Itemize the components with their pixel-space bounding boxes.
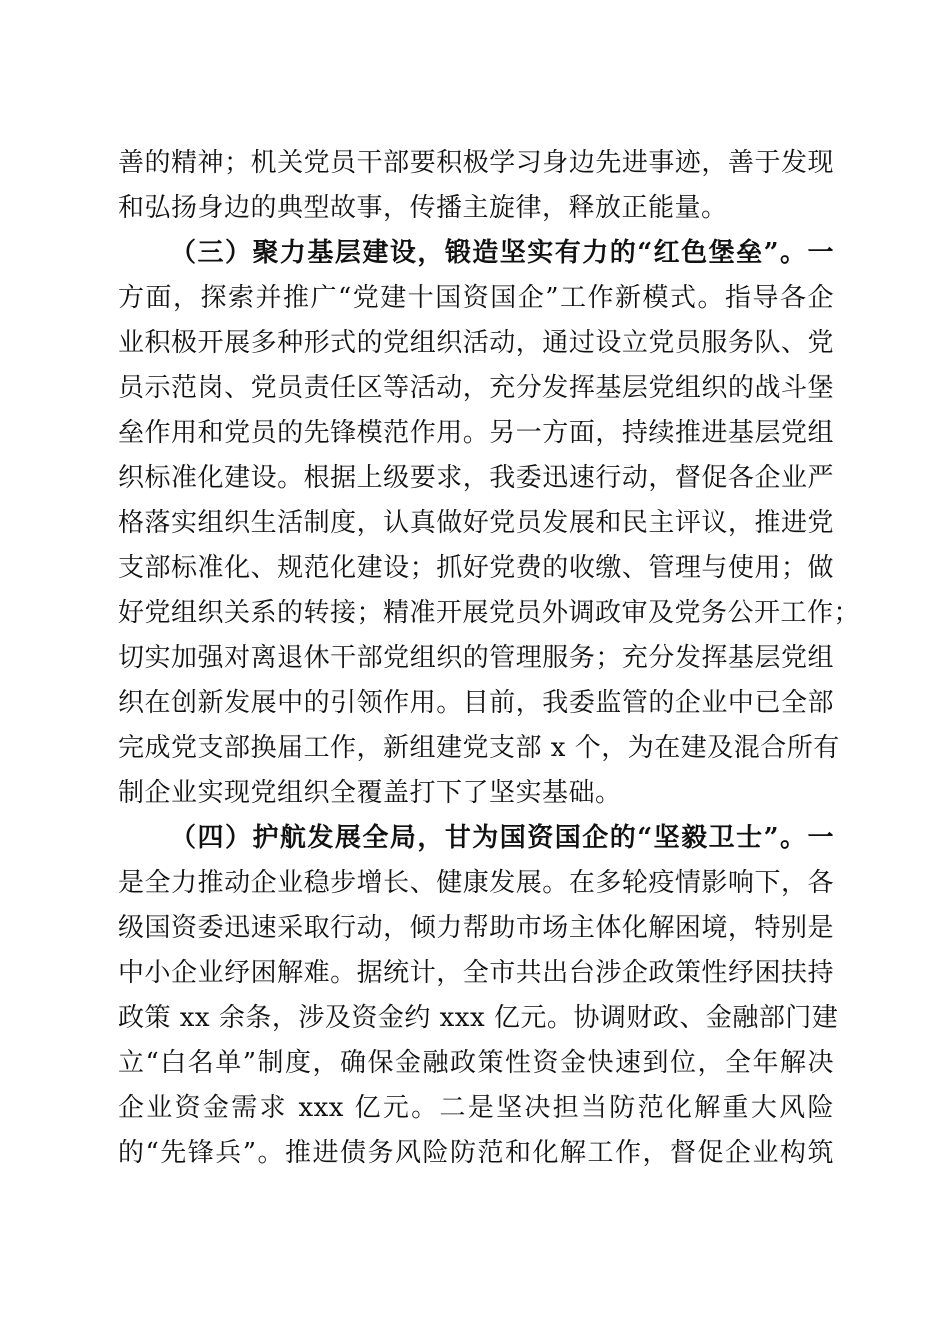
paragraph-line: 格落实组织生活制度，认真做好党员发展和民主评议，推进党: [118, 508, 834, 538]
paragraph-line: 业积极开展多种形式的党组织活动，通过设立党员服务队、党: [118, 328, 834, 358]
paragraph-line: 完成党支部换届工作，新组建党支部 x 个，为在建及混合所有: [118, 733, 840, 763]
paragraph-line: 中小企业纾困解难。据统计，全市共出台涉企政策性纾困扶持: [118, 958, 834, 988]
paragraph-line: 织标准化建设。根据上级要求，我委迅速行动，督促各企业严: [118, 463, 834, 493]
paragraph-line: 是全力推动企业稳步增长、健康发展。在多轮疫情影响下，各: [118, 868, 834, 898]
paragraph-line: 员示范岗、党员责任区等活动，充分发挥基层党组织的战斗堡: [118, 373, 834, 403]
paragraph-line: 企业资金需求 xxx 亿元。二是坚决担当防范化解重大风险: [118, 1093, 834, 1123]
paragraph-line: 的“先锋兵”。推进债务风险防范和化解工作，督促企业构筑: [118, 1138, 834, 1168]
section-heading-3: （三）聚力基层建设，锻造坚实有力的“红色堡垒”。一: [170, 238, 834, 268]
paragraph-line: 好党组织关系的转接；精准开展党员外调政审及党务公开工作；: [118, 598, 861, 628]
section-heading-4: （四）护航发展全局，甘为国资国企的“坚毅卫士”。一: [170, 823, 834, 853]
paragraph-line: 立“白名单”制度，确保金融政策性资金快速到位，全年解决: [118, 1048, 834, 1078]
paragraph-line: 善的精神；机关党员干部要积极学习身边先进事迹，善于发现: [118, 148, 834, 178]
paragraph-line: 政策 xx 余条，涉及资金约 xxx 亿元。协调财政、金融部门建: [118, 1003, 839, 1033]
paragraph-line: 级国资委迅速采取行动，倾力帮助市场主体化解困境，特别是: [118, 913, 834, 943]
paragraph-line: 切实加强对离退休干部党组织的管理服务；充分发挥基层党组: [118, 643, 834, 673]
paragraph-line: 织在创新发展中的引领作用。目前，我委监管的企业中已全部: [118, 688, 834, 718]
paragraph-line: 支部标准化、规范化建设；抓好党费的收缴、管理与使用；做: [118, 553, 834, 583]
paragraph-line: 方面，探索并推广“党建十国资国企”工作新模式。指导各企: [118, 283, 834, 313]
paragraph-line: 制企业实现党组织全覆盖打下了坚实基础。: [118, 778, 622, 808]
paragraph-line: 和弘扬身边的典型故事，传播主旋律，释放正能量。: [118, 193, 728, 223]
paragraph-line: 垒作用和党员的先锋模范作用。另一方面，持续推进基层党组: [118, 418, 834, 448]
